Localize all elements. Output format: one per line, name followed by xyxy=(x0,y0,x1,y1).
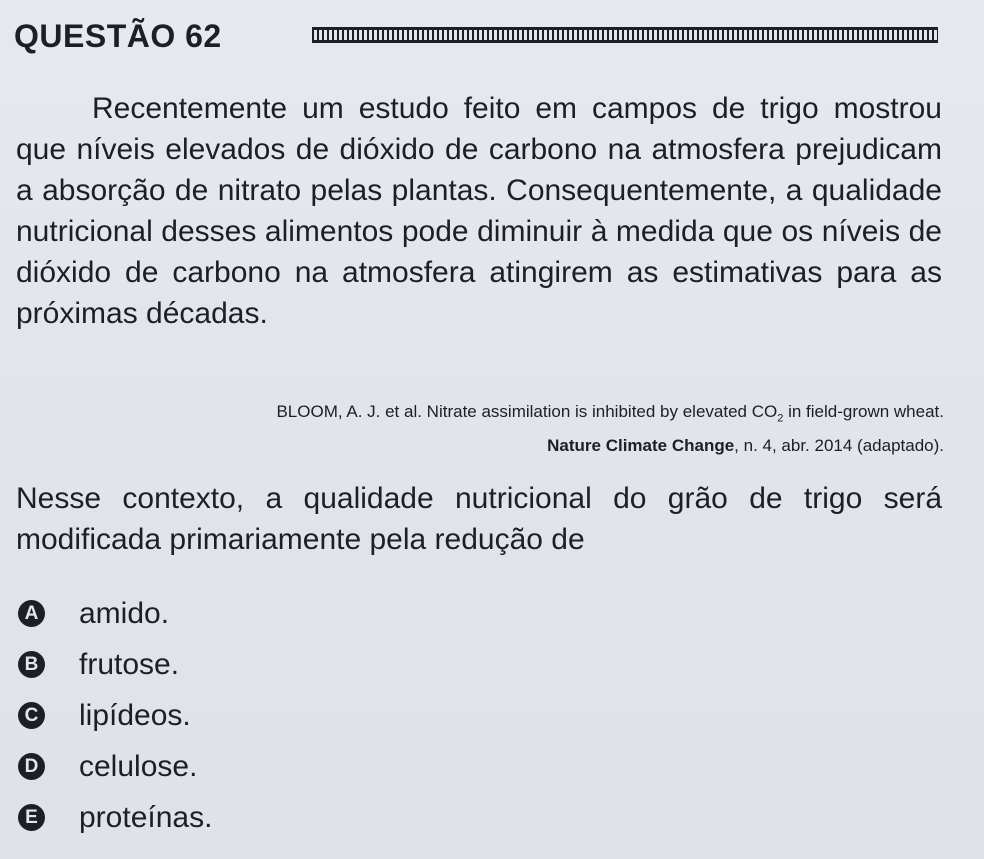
citation-line-2 xyxy=(44,432,944,460)
option-b-letter-badge: B xyxy=(18,651,45,678)
citation-line-1-text xyxy=(276,402,944,425)
option-e-text: proteínas. xyxy=(79,800,213,834)
citation-line-1-post: in field-grown wheat. xyxy=(783,402,944,421)
option-d-letter-badge: D xyxy=(18,753,45,780)
question-title: QUESTÃO 62 xyxy=(14,18,222,54)
option-c-letter-badge: C xyxy=(18,702,45,729)
question-prompt: Nesse contexto, a qualidade nutricional do grão de trigo será modificada primariamente pela redução de xyxy=(16,482,942,556)
citation-co2-subscript: 2 xyxy=(777,412,784,425)
citation xyxy=(44,398,944,460)
citation-line-2-post: , n. 4, abr. 2014 (adaptado). xyxy=(734,436,944,456)
question-header xyxy=(12,14,942,60)
citation-journal: Nature Climate Change xyxy=(547,436,735,456)
option-a-letter-badge: A xyxy=(18,600,45,627)
option-d-text: celulose. xyxy=(79,749,198,783)
question-statement: Recentemente um estudo feito em campos de trigo mostrou que níveis elevados de dióxido de carbono na atmosfera prejudicam a absorção de nitrato pelas plantas. Consequentemente, a qualidade nutricional desses alimentos pode diminuir à medida que os níveis de dióxido de carbono na atmosfera atingirem as estimativas para as próximas décadas. xyxy=(16,92,942,330)
option-c-text: lipídeos. xyxy=(79,698,191,732)
header-decorative-bar xyxy=(312,27,938,43)
option-e-letter-badge: E xyxy=(18,804,45,831)
option-a-text: amido. xyxy=(79,596,170,630)
option-b-text: frutose. xyxy=(79,647,180,681)
option-d[interactable] xyxy=(18,741,718,792)
option-b[interactable] xyxy=(18,639,718,690)
citation-line-1-pre: BLOOM, A. J. et al. Nitrate assimilation is inhibited by elevated CO xyxy=(276,402,778,421)
answer-options xyxy=(18,588,718,843)
option-c[interactable] xyxy=(18,690,718,741)
option-e[interactable] xyxy=(18,792,718,843)
option-a[interactable] xyxy=(18,588,718,639)
citation-line-1 xyxy=(44,398,944,432)
